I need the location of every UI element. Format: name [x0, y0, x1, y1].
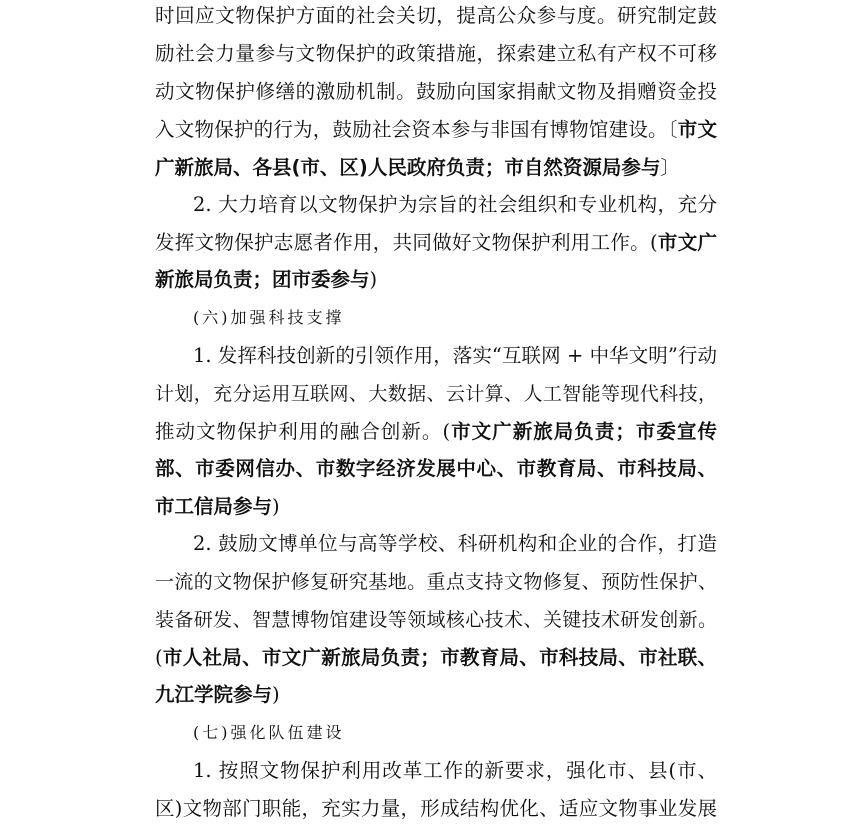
responsible-dept-text: 市文广新旅局负责；市委宣传: [450, 420, 717, 443]
responsible-dept-text: 部、市委网信办、市数字经济发展中心、市教育局、市科技局、: [155, 457, 717, 480]
responsible-dept-text: 市工信局参与: [155, 495, 273, 518]
paragraph-line: [155, 380, 717, 408]
paragraph-line: [193, 530, 717, 558]
text-segment: 2. 大力培育以文物保护为宗旨的社会组织和专业机构，充分: [193, 193, 717, 216]
responsible-dept-text: 市人社局、市文广新旅局负责；市教育局、市科技局、市社联、: [162, 646, 717, 669]
paragraph-line: [155, 418, 717, 446]
paragraph-line: [155, 795, 717, 823]
paragraph-line: [155, 229, 717, 257]
section-heading: [193, 304, 717, 332]
text-segment: 动文物保护修缮的激励机制。鼓励向国家捐献文物及捐赠资金投: [155, 80, 717, 103]
paragraph-line: [193, 757, 717, 785]
text-segment: 1. 按照文物保护利用改革工作的新要求，强化市、县(市、: [193, 759, 717, 782]
paragraph-line: [155, 2, 717, 30]
text-segment: ): [272, 495, 280, 518]
text-segment: 入文物保护的行为，鼓励社会资本参与非国有博物馆建设。〔: [155, 118, 678, 141]
section-heading-text: (六)加强科技支撑: [193, 308, 345, 327]
text-segment: 推动文物保护利用的融合创新。(: [155, 420, 451, 443]
responsible-dept-text: 广新旅局、各县(市、区)人民政府负责；市自然资源局参与: [155, 156, 661, 179]
text-segment: 2. 鼓励文博单位与高等学校、科研机构和企业的合作，打造: [193, 532, 717, 555]
paragraph-line: [155, 455, 717, 483]
paragraph-line: [155, 40, 717, 68]
responsible-dept-text: 市文广: [657, 231, 717, 254]
responsible-dept-text: 九江学院参与: [155, 683, 273, 706]
text-segment: (: [155, 646, 163, 669]
text-segment: 1. 发挥科技创新的引领作用，落实“互联网 + 中华文明”行动: [193, 344, 717, 367]
paragraph-line: [193, 342, 717, 370]
paragraph-line: [155, 78, 717, 106]
responsible-dept-text: 新旅局负责；团市委参与: [155, 268, 370, 291]
text-segment: 一流的文物保护修复研究基地。重点支持文物修复、预防性保护、: [155, 571, 717, 593]
paragraph-line: [155, 644, 717, 672]
paragraph-line: [193, 191, 717, 219]
text-segment: 区)文物部门职能，充实力量，形成结构优化、适应文物事业发展: [155, 797, 717, 820]
section-heading: [193, 719, 717, 747]
paragraph-line: [155, 606, 717, 634]
paragraph-line: [155, 154, 717, 182]
text-segment: ): [369, 268, 378, 291]
text-segment: ): [272, 683, 280, 706]
section-heading-text: (七)强化队伍建设: [193, 723, 345, 742]
responsible-dept-text: 市文: [677, 118, 717, 141]
text-segment: 装备研发、智慧博物馆建设等领域核心技术、关键技术研发创新。: [155, 609, 717, 631]
paragraph-line: [155, 493, 717, 521]
paragraph-line: [155, 568, 717, 596]
text-segment: 〕: [660, 156, 680, 179]
text-segment: 时回应文物保护方面的社会关切，提高公众参与度。研究制定鼓: [155, 4, 717, 27]
text-segment: 励社会力量参与文物保护的政策措施，探索建立私有产权不可移: [155, 42, 717, 65]
paragraph-line: [155, 116, 717, 144]
text-segment: 计划，充分运用互联网、大数据、云计算、人工智能等现代科技，: [155, 383, 717, 405]
paragraph-line: [155, 681, 717, 709]
paragraph-line: [155, 266, 717, 294]
text-segment: 发挥文物保护志愿者作用，共同做好文物保护利用工作。(: [155, 231, 658, 254]
